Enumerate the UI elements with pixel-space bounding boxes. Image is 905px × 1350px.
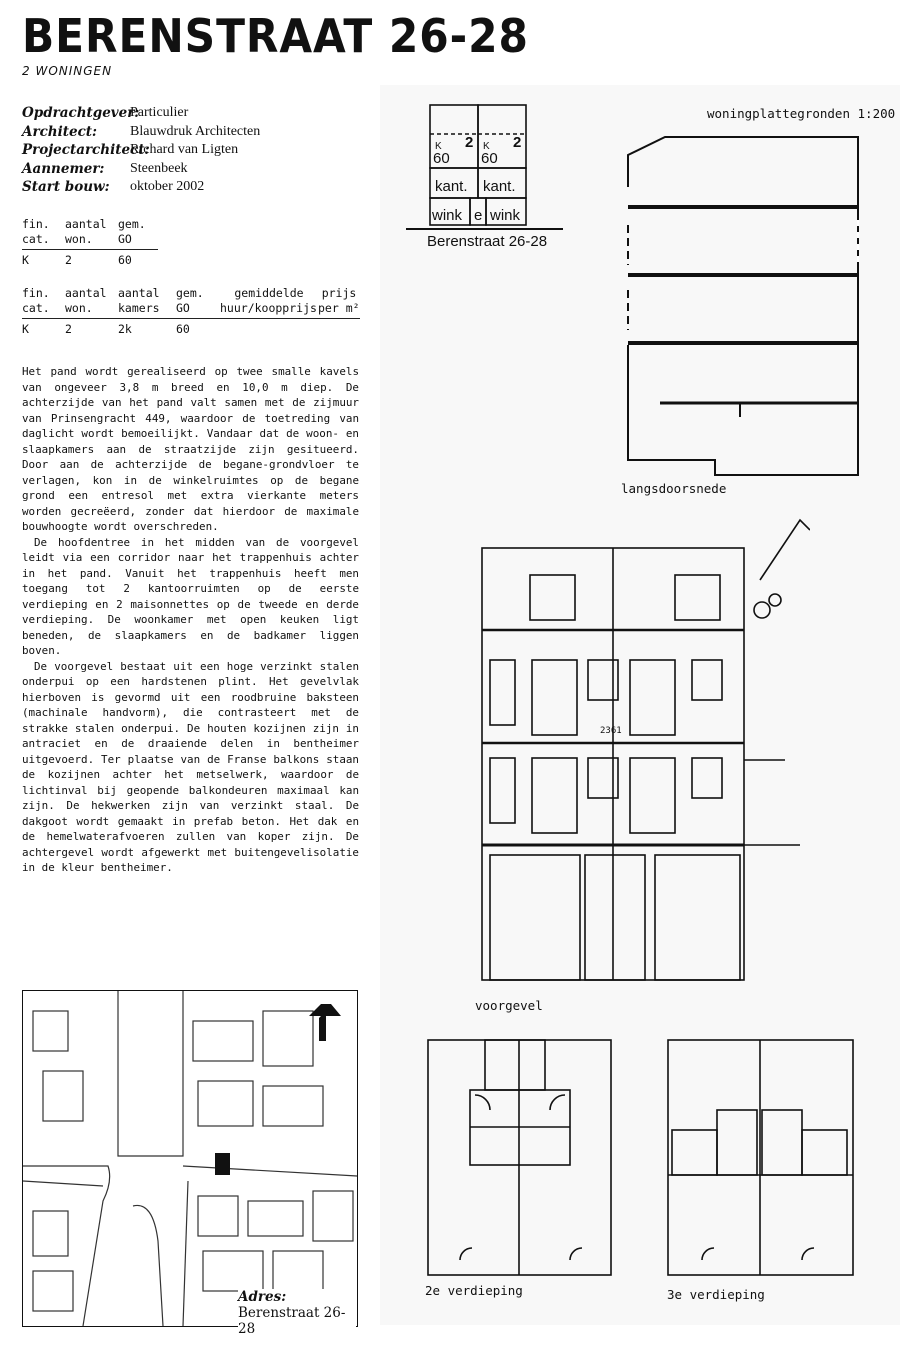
cell-label: wink: [490, 207, 521, 224]
paragraph: De hoofdentree in het midden van de voorgevel leidt via een corridor naar het trappenhuis achter in het pand. Vanuit het trappenhuis heeft men toegang tot 2 kantoorruimten op de eerste verdieping en 2 maisonnettes op de tweede en derde verdieping. De woonkamer met open keuken ligt beneden, de slaapkamers en de badkamer liggen boven.: [22, 535, 359, 657]
credit-value: Particulier: [130, 105, 189, 120]
table-cell: K: [22, 322, 29, 336]
table-cell: 60: [118, 253, 132, 267]
table-header-cell: aantal: [65, 217, 107, 231]
section-label: langsdoorsnede: [621, 481, 727, 496]
floor3-label: 3e verdieping: [667, 1287, 765, 1302]
cell-label: K: [483, 141, 490, 152]
table-cell: K: [22, 253, 29, 267]
credit-key: Start bouw:: [22, 179, 110, 195]
table-header-cell: gemiddelde: [234, 286, 304, 300]
scale-label: woningplattegronden 1:200: [707, 106, 896, 121]
address-value: Berenstraat 26-28: [238, 1305, 346, 1337]
table-header-cell: aantal: [118, 286, 160, 300]
credit-key: Projectarchitect:: [22, 142, 150, 158]
cell-label: 2: [465, 134, 474, 151]
section-drawing: [600, 125, 870, 485]
table-header-cell: cat.: [22, 232, 65, 250]
credit-key: Architect:: [22, 123, 98, 140]
table-header-cell: won.: [65, 301, 118, 319]
table-header-cell: gem.: [118, 217, 146, 231]
table-header-cell: fin.: [22, 217, 50, 231]
credits-list: [22, 104, 260, 197]
credit-value: Blauwdruk Architecten: [130, 123, 261, 139]
floor2-label: 2e verdieping: [425, 1283, 523, 1298]
site-map: [22, 990, 358, 1327]
credit-value: Steenbeek: [130, 160, 188, 176]
cell-label: 60: [481, 150, 498, 167]
table-cell: 2: [65, 253, 72, 267]
stats-table-1: [22, 217, 158, 268]
credit-row: [22, 160, 260, 179]
address-key: Adres:: [238, 1289, 287, 1305]
table-header-cell: per m²: [318, 301, 360, 319]
table-cell: 2: [65, 322, 72, 336]
paragraph: Het pand wordt gerealiseerd op twee smalle kavels van ongeveer 3,8 m breed en 10,0 m diep. De achterzijde van het pand valt samen met de zijmuur van Prinsengracht 449, waardoor de toetreding van daglicht wordt bemoeilijkt. Vandaar dat de woon- en slaapkamers aan de straatzijde zijn gesitueerd. Door aan de achterzijde de begane-grondvloer te verlagen, kon in de winkelruimtes op de begane grond een entresol met extra vierkante meters worden gecreëerd, zonder dat hierdoor de maximale bouwhoogte wordt overschreden.: [22, 365, 359, 533]
site-map-drawing: [23, 991, 357, 1326]
cell-label: e: [474, 207, 483, 224]
table-header-cell: GO: [118, 232, 158, 250]
table-header-cell: aantal: [65, 286, 107, 300]
credit-row: [22, 104, 260, 123]
cell-label: 2: [513, 134, 522, 151]
floor-plan-3: [662, 1035, 862, 1280]
floor-plan-2: [420, 1035, 620, 1280]
table-header-cell: kamers: [118, 301, 176, 319]
table-header-cell: fin.: [22, 286, 50, 300]
table-cell: 60: [176, 322, 190, 336]
address-block: [238, 1289, 356, 1337]
page-subtitle: 2 WONINGEN: [22, 64, 113, 78]
stats-table-2: [22, 286, 360, 337]
paragraph: De voorgevel bestaat uit een hoge verzinkt stalen onderpui op een hardstenen plint. Het gevelvlak hierboven is gevormd uit een roodbruine baksteen (machinale handvorm), die contrasteert met de strakke stalen onderpui. De houten kozijnen zijn in antraciet en de draaiende delen in bentheimer uitgevoerd. Ter plaatse van de Franse balkons staan de kozijnen achter het metselwerk, waardoor de lichtinval bij geopende balkondeuren maximaal kan zijn. De hekwerken zijn van verzinkt staal. De dakgoot wordt gemaakt in prefab beton. Het dak en de hemelwaterafvoeren zullen van koper zijn. De achtergevel wordt afgewerkt met buitengevelisolatie in de kleur bentheimer.: [22, 659, 359, 874]
credit-value: Richard van Ligten: [130, 142, 239, 157]
stacking-diagram: [405, 100, 565, 260]
cell-label: kant.: [483, 178, 516, 195]
cell-label: wink: [432, 207, 463, 224]
facade-plaque: 2361: [600, 726, 622, 736]
table-cell: [220, 319, 318, 338]
page-title: BERENSTRAAT 26-28: [22, 9, 529, 63]
table-header-cell: won.: [65, 232, 118, 250]
credit-key: Opdrachtgever:: [22, 105, 140, 121]
credit-row: [22, 141, 260, 160]
diagram-caption: Berenstraat 26-28: [427, 233, 548, 250]
table-header-cell: huur/koopprijs: [220, 301, 318, 319]
table-cell: 2k: [118, 322, 132, 336]
table-header-cell: prijs: [321, 286, 357, 300]
cell-label: kant.: [435, 178, 468, 195]
article-body: [22, 364, 359, 876]
credit-value: oktober 2002: [130, 179, 205, 194]
cell-label: K: [435, 141, 442, 152]
credit-row: [22, 123, 260, 142]
table-header-cell: cat.: [22, 301, 65, 319]
table-header-cell: GO: [176, 301, 220, 319]
facade-drawing: [470, 500, 810, 990]
table-cell: [318, 319, 360, 338]
credit-key: Aannemer:: [22, 160, 105, 177]
cell-label: 60: [433, 150, 450, 167]
credit-row: [22, 178, 260, 197]
table-header-cell: gem.: [176, 286, 204, 300]
facade-label: voorgevel: [475, 998, 543, 1013]
